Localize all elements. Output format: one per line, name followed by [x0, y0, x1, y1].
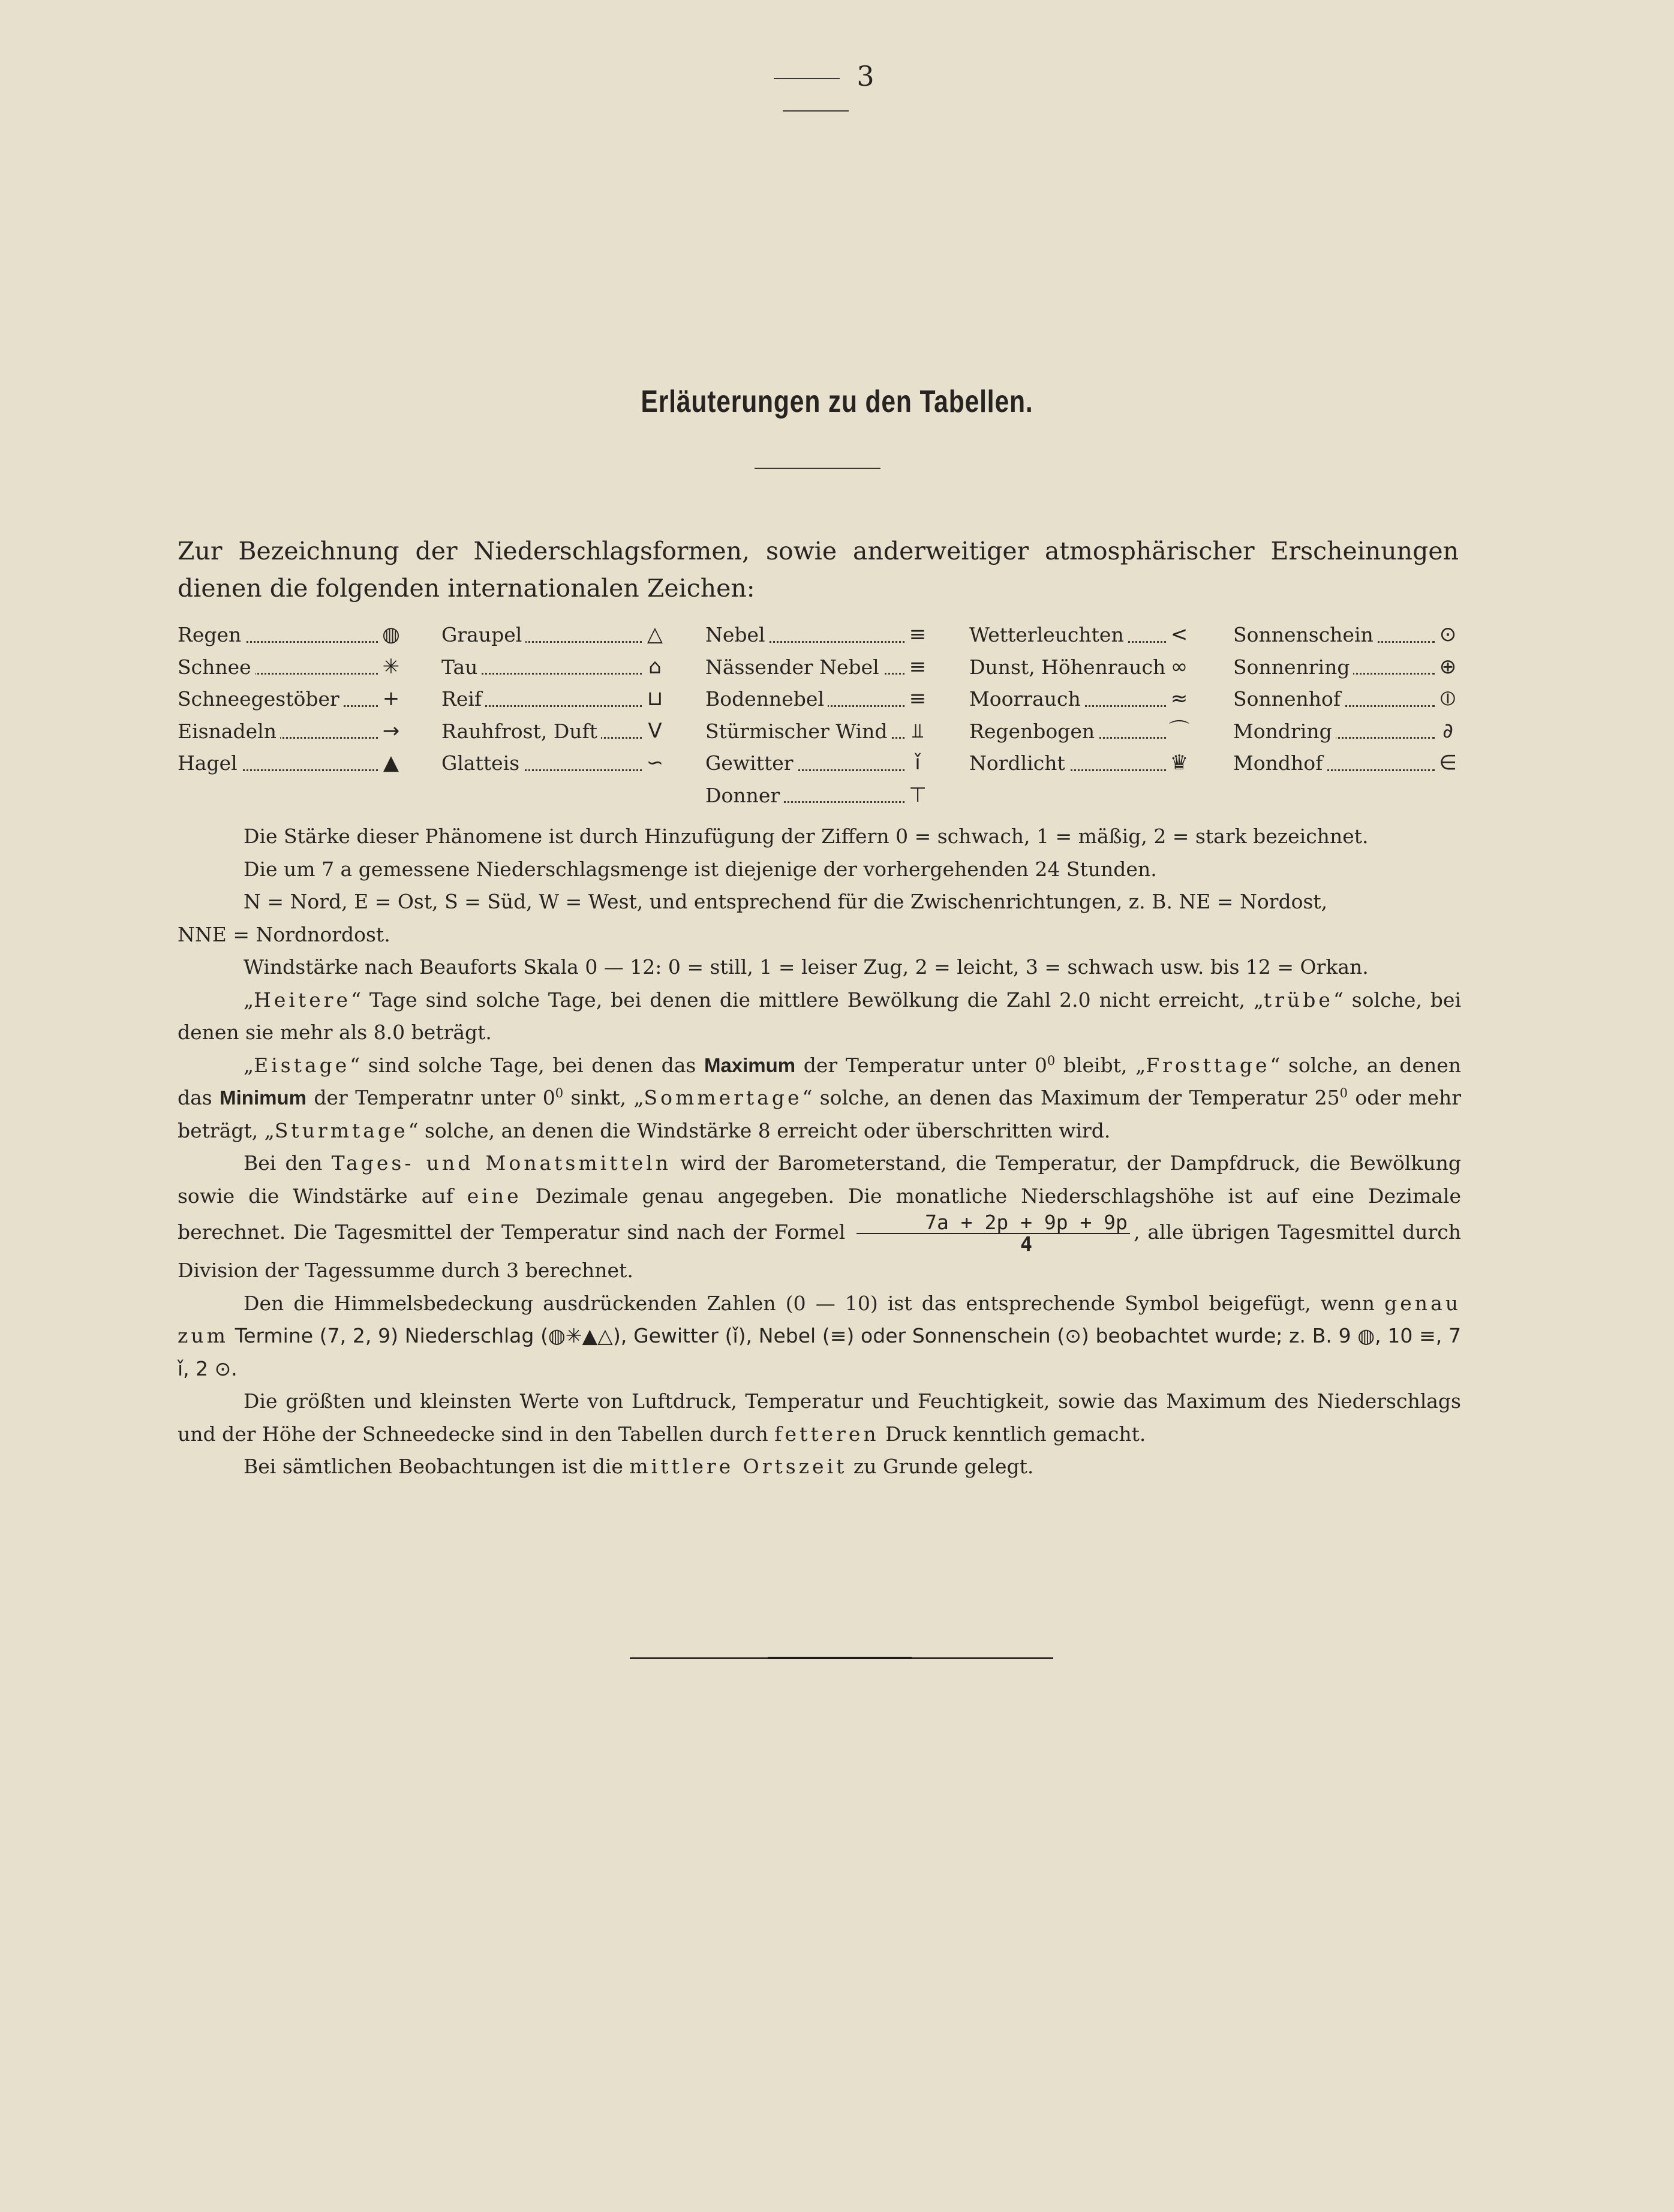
legend-label: Sonnenschein: [1233, 623, 1377, 646]
legend-column-3: [705, 619, 931, 811]
legend-item: [705, 683, 931, 715]
paragraph-precipitation: Die um 7 a gemessene Niederschlagsmenge ist diejenige der vorhergehenden 24 Stunden.: [244, 857, 1157, 881]
mean-formula: $\frac{7a + 2p + 9p + 9p}{4}$: [856, 1212, 1130, 1254]
paragraph-cloud-cover: Den die Himmelsbedeckung ausdrückenden Zahlen (0 — 10) ist das entsprechende Symbol beigefügt, wenn genau zum Termine (7, 2, 9) Niederschlag (◍✳▲△), Gewitter (ǐ), Nebel (≡) oder Sonnenschein (⊙) beobachtet wurde; z. B. 9 ◍, 10 ≡, 7 ǐ, 2 ⊙.: [178, 1291, 1461, 1380]
paragraph-eistage: „Eistage“ sind solche Tage, bei denen das Maximum der Temperatur unter $0^0$ bleibt, „Frosttage“ solche, an denen das Minimum der Temperatnr unter $0^0$ sinkt, „Sommertage“ solche, an denen das Maximum der Temperatur $25^0$ oder mehr beträgt, „Sturmtage“ solche, an denen die Windstärke 8 erreicht oder überschritten wird.: [178, 1053, 1462, 1142]
page-number-value: 3: [856, 60, 874, 92]
dew-symbol-icon: ⌂: [642, 651, 668, 683]
legend-item: [1233, 619, 1461, 651]
sunshine-symbol-icon: ⊙: [1435, 619, 1461, 651]
legend-label: Stürmischer Wind: [705, 720, 891, 743]
legend-column-5: [1233, 619, 1461, 780]
haze-symbol-icon: ∞: [1166, 651, 1192, 683]
legend-item: [178, 651, 404, 684]
storm-wind-symbol-icon: ⫫: [904, 715, 931, 747]
legend-label: Nordlicht: [969, 751, 1069, 775]
page-number: [720, 60, 912, 125]
legend-item: [969, 683, 1192, 715]
legend-label: Eisnadeln: [178, 720, 280, 743]
legend-label: Wetterleuchten: [969, 623, 1128, 646]
legend-label: Moorrauch: [969, 687, 1084, 711]
paragraph-means: Bei den Tages- und Monatsmitteln wird der Barometerstand, die Temperatur, der Dampfdruck, die Bewölkung sowie die Windstärke auf eine Dezimale genau angegeben. Die monatliche Niederschlagshöhe ist auf eine Dezimale berechnet. Die Tagesmittel der Temperatur sind nach der Formel $\frac{7a + 2p + 9p + 9p}{4}$ , alle übrigen Tagesmittel durch Division der Tagessumme durch 3 berechnet.: [178, 1151, 1462, 1282]
legend-label: Gewitter: [705, 751, 797, 775]
explanations-body: [178, 820, 1461, 1483]
ground-fog-symbol-icon: ≡: [904, 683, 931, 715]
legend-label: Schnee: [178, 655, 255, 679]
paragraph-directions: N = Nord, E = Ost, S = Süd, W = West, und entsprechend für die Zwischenrichtungen, z. B. NE = Nordost,: [244, 890, 1328, 913]
legend-label: Regenbogen: [969, 720, 1098, 743]
legend-item: [441, 715, 668, 748]
legend-label: Graupel: [441, 623, 525, 646]
snow-symbol-icon: ✳: [378, 651, 404, 683]
rainbow-symbol-icon: ⌒: [1166, 715, 1192, 747]
legend-column-2: [441, 619, 668, 780]
legend-item: [441, 747, 668, 780]
symbol-legend: [178, 619, 1461, 811]
legend-label: Glatteis: [441, 751, 523, 775]
legend-item: [1233, 747, 1461, 780]
title-divider: [755, 468, 880, 469]
legend-column-1: [178, 619, 404, 780]
legend-item: [1233, 651, 1461, 684]
sun-ring-symbol-icon: ⊕: [1435, 651, 1461, 683]
thunderstorm-symbol-icon: ǐ: [904, 747, 931, 779]
glaze-symbol-icon: ∽: [642, 747, 668, 779]
legend-item: [969, 619, 1192, 651]
legend-label: Tau: [441, 655, 481, 679]
legend-label: Nässender Nebel: [705, 655, 883, 679]
wet-fog-symbol-icon: ≡: [904, 651, 931, 683]
paragraph-heitere: „Heitere“ Tage sind solche Tage, bei denen die mittlere Bewölkung die Zahl 2.0 nicht erreicht, „trübe“ solche, bei denen sie mehr als 8.0 beträgt.: [178, 988, 1461, 1044]
legend-item: [969, 651, 1192, 684]
thunder-symbol-icon: ⊤: [904, 780, 931, 811]
legend-item: [1233, 683, 1461, 715]
rain-symbol-icon: ◍: [378, 619, 404, 651]
legend-label: Bodennebel: [705, 687, 828, 711]
ice-needles-symbol-icon: →: [378, 715, 404, 747]
legend-item: [441, 619, 668, 651]
legend-item: [178, 619, 404, 651]
legend-label: Schneegestöber: [178, 687, 343, 711]
moon-ring-symbol-icon: ∂: [1435, 715, 1461, 747]
legend-label: Nebel: [705, 623, 769, 646]
legend-item: [969, 715, 1192, 748]
heat-lightning-symbol-icon: <: [1166, 619, 1192, 651]
hail-symbol-icon: ▲: [378, 747, 404, 779]
legend-label: Rauhfrost, Duft: [441, 720, 601, 743]
legend-item: [705, 715, 931, 748]
moor-smoke-symbol-icon: ≈: [1166, 683, 1192, 715]
rime-symbol-icon: V: [642, 715, 668, 747]
legend-label: Mondring: [1233, 720, 1336, 743]
legend-label: Sonnenhof: [1233, 687, 1344, 711]
legend-item: [705, 651, 931, 684]
page-title: Erläuterungen zu den Tabellen.: [641, 384, 1033, 419]
legend-label: Hagel: [178, 751, 241, 775]
legend-label: Sonnenring: [1233, 655, 1353, 679]
paragraph-beaufort: Windstärke nach Beauforts Skala 0 — 12: 0 = still, 1 = leiser Zug, 2 = leicht, 3 = schwach usw. bis 12 = Orkan.: [244, 955, 1369, 979]
bottom-divider: [630, 1657, 1053, 1659]
legend-item: [1233, 715, 1461, 748]
legend-label: Reif: [441, 687, 485, 711]
legend-item: [178, 747, 404, 780]
legend-item: [705, 780, 931, 812]
page-number-rule-right: [783, 110, 849, 112]
paragraph-intensity: Die Stärke dieser Phänomene ist durch Hinzufügung der Ziffern 0 = schwach, 1 = mäßig, 2 = stark bezeichnet.: [244, 824, 1369, 848]
legend-item: [969, 747, 1192, 780]
legend-label: Donner: [705, 784, 783, 807]
fog-symbol-icon: ≡: [904, 619, 931, 651]
snowdrift-symbol-icon: +: [378, 683, 404, 715]
legend-label: Mondhof: [1233, 751, 1326, 775]
legend-item: [178, 683, 404, 715]
page-number-rule-left: [774, 78, 840, 79]
sun-halo-symbol-icon: ⦶: [1435, 683, 1461, 715]
paragraph-directions-cont: NNE = Nordnordost.: [178, 922, 390, 946]
legend-item: [705, 619, 931, 651]
moon-halo-symbol-icon: ∈: [1435, 747, 1461, 779]
legend-item: [441, 683, 668, 715]
aurora-symbol-icon: ♛: [1166, 747, 1192, 779]
legend-label: Regen: [178, 623, 245, 646]
legend-item: [441, 651, 668, 684]
legend-item: [178, 715, 404, 748]
intro-text: Zur Bezeichnung der Niederschlagsformen, sowie anderweitiger atmosphärischer Erscheinungen dienen die folgenden internationalen Zeichen:: [178, 537, 1459, 603]
legend-item: [705, 747, 931, 780]
paragraph-local-time: Bei sämtlichen Beobachtungen ist die mittlere Ortszeit zu Grunde gelegt.: [244, 1455, 1034, 1478]
paragraph-extremes: Die größten und kleinsten Werte von Luftdruck, Temperatur und Feuchtigkeit, sowie das Maximum des Niederschlags und der Höhe der Schneedecke sind in den Tabellen durch fetteren Druck kenntlich gemacht.: [178, 1389, 1461, 1446]
frost-symbol-icon: ⊔: [642, 683, 668, 715]
legend-label: Dunst, Höhenrauch: [969, 655, 1169, 679]
legend-column-4: [969, 619, 1192, 780]
graupel-symbol-icon: △: [642, 619, 668, 651]
